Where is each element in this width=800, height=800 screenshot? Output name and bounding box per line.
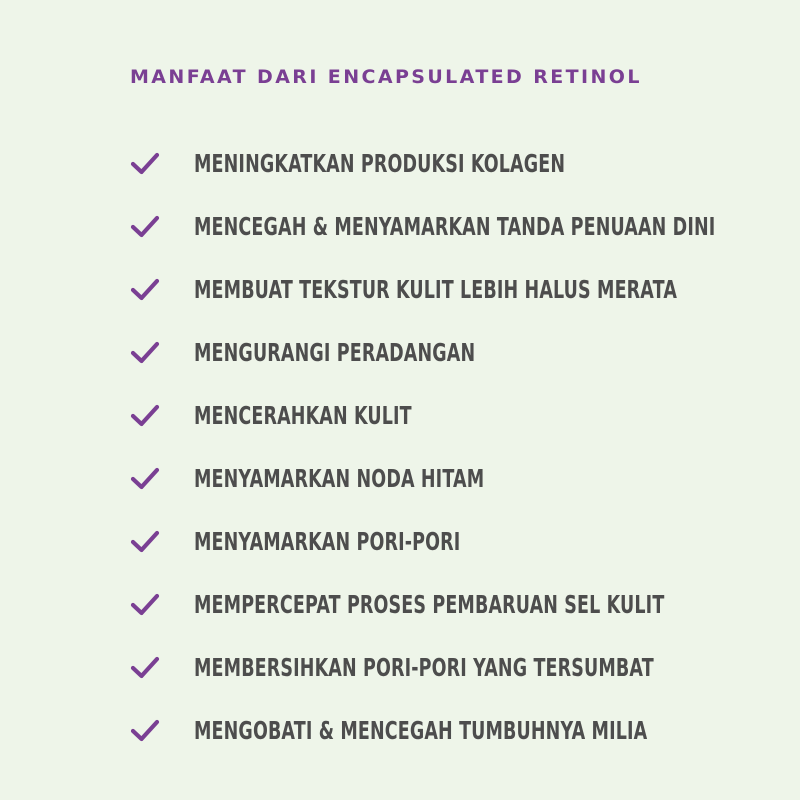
list-item bbox=[130, 132, 780, 195]
benefit-label: MENINGKATKAN PRODUKSI KOLAGEN bbox=[194, 149, 566, 178]
benefit-label: MENYAMARKAN NODA HITAM bbox=[194, 464, 485, 493]
list-item bbox=[130, 573, 780, 636]
benefit-label: MENYAMARKAN PORI-PORI bbox=[194, 527, 461, 556]
list-item bbox=[130, 321, 780, 384]
check-icon bbox=[130, 341, 194, 365]
list-item bbox=[130, 699, 780, 762]
check-icon bbox=[130, 152, 194, 176]
benefit-list bbox=[130, 132, 780, 762]
list-item bbox=[130, 447, 780, 510]
list-item bbox=[130, 258, 780, 321]
benefit-label: MEMPERCEPAT PROSES PEMBARUAN SEL KULIT bbox=[194, 590, 665, 619]
benefit-label: MENGOBATI & MENCEGAH TUMBUHNYA MILIA bbox=[194, 716, 648, 745]
check-icon bbox=[130, 719, 194, 743]
check-icon bbox=[130, 278, 194, 302]
benefit-label: MEMBUAT TEKSTUR KULIT LEBIH HALUS MERATA bbox=[194, 275, 678, 304]
check-icon bbox=[130, 215, 194, 239]
list-item bbox=[130, 384, 780, 447]
benefit-label: MEMBERSIHKAN PORI-PORI YANG TERSUMBAT bbox=[194, 653, 654, 682]
list-item bbox=[130, 510, 780, 573]
check-icon bbox=[130, 593, 194, 617]
check-icon bbox=[130, 467, 194, 491]
check-icon bbox=[130, 404, 194, 428]
benefit-label: MENGURANGI PERADANGAN bbox=[194, 338, 476, 367]
check-icon bbox=[130, 656, 194, 680]
benefit-label: MENCEGAH & MENYAMARKAN TANDA PENUAAN DINI bbox=[194, 212, 716, 241]
page-title: MANFAAT DARI ENCAPSULATED RETINOL bbox=[130, 66, 642, 88]
list-item bbox=[130, 195, 780, 258]
benefit-label: MENCERAHKAN KULIT bbox=[194, 401, 412, 430]
list-item bbox=[130, 636, 780, 699]
check-icon bbox=[130, 530, 194, 554]
